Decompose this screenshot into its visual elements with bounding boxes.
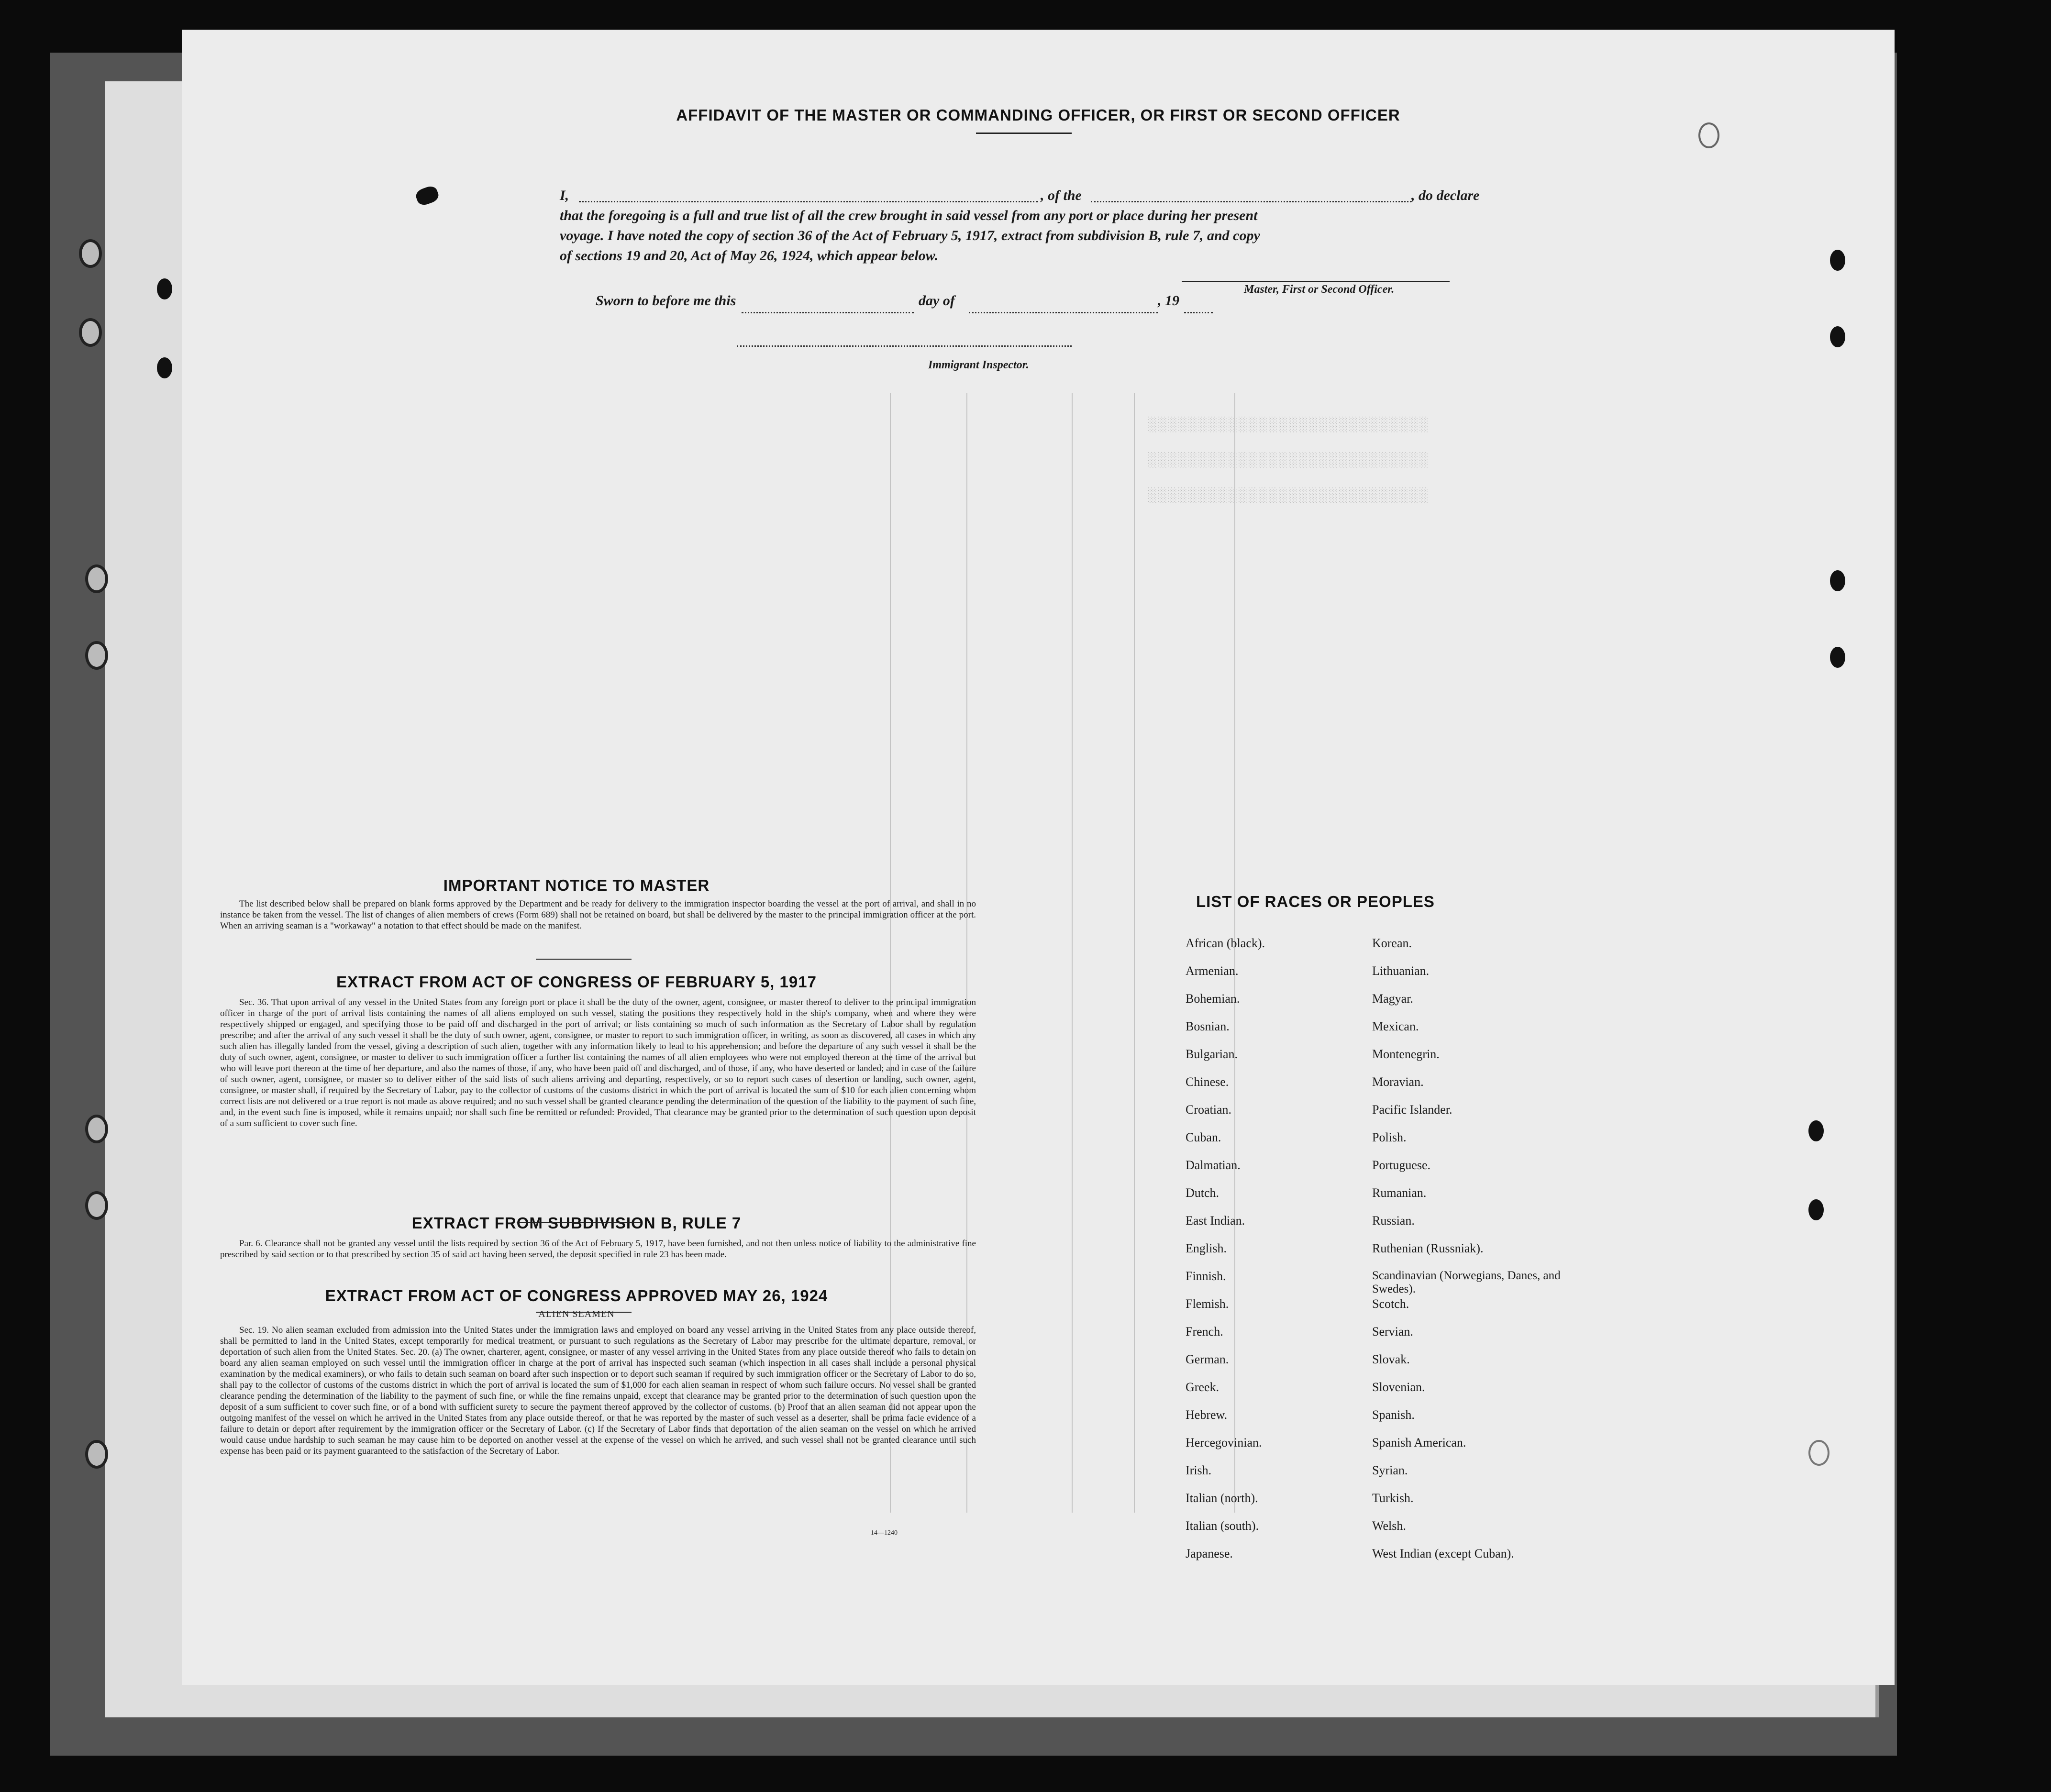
race-item: Spanish American. — [1372, 1436, 1466, 1449]
punch-hole-icon — [1830, 250, 1845, 271]
race-item: French. — [1186, 1325, 1223, 1338]
race-item: Scotch. — [1372, 1297, 1409, 1311]
race-item: Spanish. — [1372, 1408, 1415, 1422]
race-item: Welsh. — [1372, 1519, 1406, 1533]
ring-hole-icon — [85, 1191, 108, 1220]
alien-seamen-subtitle: ALIEN SEAMEN — [538, 1309, 615, 1319]
affidavit-declare-label: , do declare — [1411, 188, 1480, 203]
title-divider — [976, 133, 1072, 134]
race-item: Lithuanian. — [1372, 964, 1430, 978]
race-item: Croatian. — [1186, 1103, 1232, 1117]
race-item: Dutch. — [1186, 1186, 1220, 1200]
section-divider — [536, 959, 632, 960]
race-item: Portuguese. — [1372, 1158, 1431, 1172]
race-item: Turkish. — [1372, 1491, 1414, 1505]
race-item: Mexican. — [1372, 1019, 1419, 1033]
extract-1917-title: EXTRACT FROM ACT OF CONGRESS OF FEBRUARY 5, 1917 — [336, 973, 817, 991]
race-item: Italian (south). — [1186, 1519, 1259, 1533]
race-item: East Indian. — [1186, 1214, 1245, 1228]
bleed-through-column-line — [1072, 393, 1073, 1513]
race-item: Flemish. — [1186, 1297, 1229, 1311]
race-item: Bulgarian. — [1186, 1047, 1238, 1061]
ring-hole-icon — [79, 318, 102, 347]
ring-hole-icon — [79, 239, 102, 268]
race-item: Chinese. — [1186, 1075, 1229, 1089]
punch-hole-icon — [1830, 647, 1845, 668]
race-item: Japanese. — [1186, 1547, 1233, 1560]
extract-1924-body: Sec. 19. No alien seaman excluded from admission into the United States under the immigration laws and employed on board any vessel arriving in the United States from any place outside thereof, shall be permitted to land in the United States, except temporarily for medical treatment, or pursuant to such regulations as the Secretary of Labor may prescribe for the ultimate departure, removal, or deportation of such alien from the United States. Sec. 20. (a) The owner, charterer, agent, consignee, or master of any vessel arriving in the United States from any place outside thereof who fails to detain on board any alien seaman employed on such vessel until the immigration officer in charge at the port of arrival has inspected such seaman (which inspection in all cases shall include a personal physical examination by the medical examiners), or who fails to detain such seaman on board after such inspection or to deport such seaman if required by such immigration officer or the Secretary of Labor to do so, shall pay to the collector of customs of the customs district in which the port of arrival is located the sum of $1,000 for each alien seaman in respect of whom such failure occurs. No vessel shall be granted clearance pending the determination of the liability to the payment of such fine, or while the fine remains unpaid, except that clearance may be granted prior to the determination of such question upon the deposit of a sum sufficient to cover such fine, or of a bond with sufficient surety to secure the payment thereof approved by the collector of customs. (b) Proof that an alien seaman did not appear upon the outgoing manifest of the vessel on which he arrived in the United States from any place outside thereof, or that he was reported by the master of such vessel as a deserter, shall be prima facie evidence of a failure to detain or deport after requirement by the immigration officer or the Secretary of Labor. (c) If the Secretary of Labor finds that deportation of the alien seaman on the vessel on which he arrived would cause undue hardship to such seaman he may cause him to be deported on another vessel at the expense of the vessel on which he arrived, and such vessel shall not be granted clearance until such expense has been paid or its payment guaranteed to the satisfaction of the Secretary of Labor. — [220, 1325, 976, 1456]
race-item: Hercegovinian. — [1186, 1436, 1262, 1449]
ring-hole-icon — [85, 641, 108, 670]
race-item: Dalmatian. — [1186, 1158, 1241, 1172]
punch-hole-icon — [157, 278, 172, 299]
race-item: Greek. — [1186, 1380, 1220, 1394]
race-item: Syrian. — [1372, 1463, 1408, 1477]
affidavit-of-the-label: , of the — [1041, 188, 1082, 203]
race-item: Scandinavian (Norwegians, Danes, and Swedes). — [1372, 1269, 1561, 1295]
section-divider — [536, 1312, 632, 1313]
race-item: Korean. — [1372, 936, 1412, 950]
affidavit-text-line: of sections 19 and 20, Act of May 26, 1924, which appear below. — [560, 248, 939, 264]
notice-body: The list described below shall be prepared on blank forms approved by the Department and be ready for delivery to the immigration inspector boarding the vessel at the port of arrival, and shall in no instance be taken from the vessel. The list of changes of alien members of crews (Form 689) shall not be retained on board, but shall be delivered by the master to the principal immigration officer at the port. When an arriving seaman is a "workaway" a notation to that effect should be made on the manifest. — [220, 899, 976, 931]
year-label: , 19 — [1158, 293, 1179, 309]
form-number: 14—1240 — [871, 1529, 898, 1537]
punch-hole-icon — [1808, 1120, 1824, 1141]
stamp-circle-icon — [1698, 122, 1719, 148]
race-item: Ruthenian (Russniak). — [1372, 1241, 1484, 1255]
legal-notices-column — [182, 876, 976, 1537]
rule7-body: Par. 6. Clearance shall not be granted any vessel until the lists required by section 36 of the Act of February 5, 1917, have been furnished, and not then unless notice of liability to the administrative fine prescribed by said section or to that prescribed by section 35 of said act having been served, the deposit specified in rule 23 has been made. — [220, 1239, 976, 1260]
sworn-day-field[interactable] — [742, 312, 914, 313]
race-item: Magyar. — [1372, 992, 1413, 1006]
section-divider — [517, 1222, 641, 1223]
race-item: Moravian. — [1372, 1075, 1424, 1089]
extract-1917-body: Sec. 36. That upon arrival of any vessel in the United States from any foreign port or place it shall be the duty of the owner, agent, consignee, or master thereof to deliver to the principal immigration officer in charge of the port of arrival lists containing the names of all aliens employed on such vessel, stating the positions they respectively hold in the ship's company, when and where they were respectively shipped or engaged, and specifying those to be paid off and discharged in the port of arrival; or lists containing so much of such information as the Secretary of Labor shall by regulation prescribe; and after the arrival of any such vessel it shall be the duty of such owner, agent, consignee, or master to report to such immigration officer, in writing, as soon as discovered, all cases in which any such alien has illegally landed from the vessel, giving a description of such alien, together with any information likely to lead to his apprehension; and before the departure of any such vessel it shall be the duty of such owner, agent, consignee, or master to deliver to such immigration officer a further list containing the names of all alien employees who were not employed thereon at the time of the arrival but who will leave port thereon at the time of her departure, and also the names of those, if any, who have been paid off and discharged, and of those, if any, who have deserted or landed; and in case of the failure of such owner, agent, consignee, or master so to deliver either of the said lists of such aliens arriving and departing, respectively, or so to report such cases of desertion or landing, such owner, agent, consignee, or master shall, if required by the Secretary of Labor, pay to the collector of customs of the customs district in which the port of arrival is located the sum of $10 for each alien concerning whom correct lists are not delivered or a true report is not made as above required; and no such vessel shall be granted clearance pending the determination of the question of the liability to the payment of such fine, and, in the event such fine is imposed, while it remains unpaid; nor shall such fine be remitted or refunded: Provided, That clearance may be granted prior to the determination of such question upon deposit of a sum sufficient to cover such fine. — [220, 997, 976, 1128]
race-item: Rumanian. — [1372, 1186, 1427, 1200]
punch-hole-icon — [157, 357, 172, 378]
race-item: German. — [1186, 1352, 1229, 1366]
punch-hole-icon — [1830, 570, 1845, 591]
affidavit-text-line: that the foregoing is a full and true list of all the crew brought in said vessel from any port or place during her present — [560, 208, 1258, 223]
race-item: Finnish. — [1186, 1269, 1226, 1283]
race-item: Polish. — [1372, 1130, 1407, 1144]
race-item: Hebrew. — [1186, 1408, 1228, 1422]
master-signature-label: Master, First or Second Officer. — [1244, 283, 1395, 296]
day-of-label: day of — [919, 293, 955, 309]
sworn-month-field[interactable] — [969, 312, 1158, 313]
affidavit-i-label: I, — [560, 188, 569, 203]
master-signature-line[interactable] — [1182, 281, 1450, 282]
sworn-year-field[interactable] — [1184, 312, 1213, 313]
inspector-label: Immigrant Inspector. — [928, 359, 1029, 371]
stamp-circle-icon — [1808, 1440, 1829, 1466]
bleed-through-crew-entries: ░░░░░░░░░░░░░░░░░░░░░░░░░░░░ ░░░░░░░░░░░░░░░░░░░░░░░░░░░░ ░░░░░░░░░░░░░░░░░░░░░░░░░░░░ — [1148, 417, 1430, 504]
race-item: African (black). — [1186, 936, 1265, 950]
races-list-right — [1372, 936, 1583, 1574]
race-item: Italian (north). — [1186, 1491, 1258, 1505]
race-item: Slovak. — [1372, 1352, 1410, 1366]
race-item: Pacific Islander. — [1372, 1103, 1452, 1117]
ring-hole-icon — [85, 564, 108, 593]
race-item: Montenegrin. — [1372, 1047, 1440, 1061]
master-name-field[interactable] — [579, 201, 1038, 202]
inspector-signature-line[interactable] — [737, 345, 1072, 347]
race-item: English. — [1186, 1241, 1227, 1255]
affidavit-title: AFFIDAVIT OF THE MASTER OR COMMANDING OFFICER, OR FIRST OR SECOND OFFICER — [676, 106, 1400, 124]
race-item: Bosnian. — [1186, 1019, 1230, 1033]
affidavit-text-line: voyage. I have noted the copy of section 36 of the Act of February 5, 1917, extract from subdivision B, rule 7, and copy — [560, 228, 1260, 243]
race-item: Cuban. — [1186, 1130, 1221, 1144]
race-item: West Indian (except Cuban). — [1372, 1547, 1514, 1560]
punch-hole-icon — [1808, 1199, 1824, 1220]
extract-1924-title: EXTRACT FROM ACT OF CONGRESS APPROVED MAY 26, 1924 — [325, 1287, 828, 1305]
sworn-label: Sworn to before me this — [596, 293, 736, 309]
race-item: Irish. — [1186, 1463, 1212, 1477]
race-item: Slovenian. — [1372, 1380, 1425, 1394]
punch-hole-icon — [1830, 326, 1845, 347]
vessel-name-field[interactable] — [1091, 201, 1411, 202]
rule7-title: EXTRACT FROM SUBDIVISION B, RULE 7 — [411, 1214, 742, 1232]
race-item: Armenian. — [1186, 964, 1239, 978]
affidavit-page — [182, 30, 1895, 1685]
races-list-left — [1186, 936, 1386, 1574]
ring-hole-icon — [85, 1115, 108, 1143]
race-item: Servian. — [1372, 1325, 1413, 1338]
notice-title: IMPORTANT NOTICE TO MASTER — [443, 876, 710, 894]
ring-hole-icon — [85, 1440, 108, 1469]
bleed-through-column-line — [1134, 393, 1135, 1513]
race-item: Russian. — [1372, 1214, 1415, 1228]
races-title: LIST OF RACES OR PEOPLES — [1196, 893, 1435, 910]
race-item: Bohemian. — [1186, 992, 1240, 1006]
